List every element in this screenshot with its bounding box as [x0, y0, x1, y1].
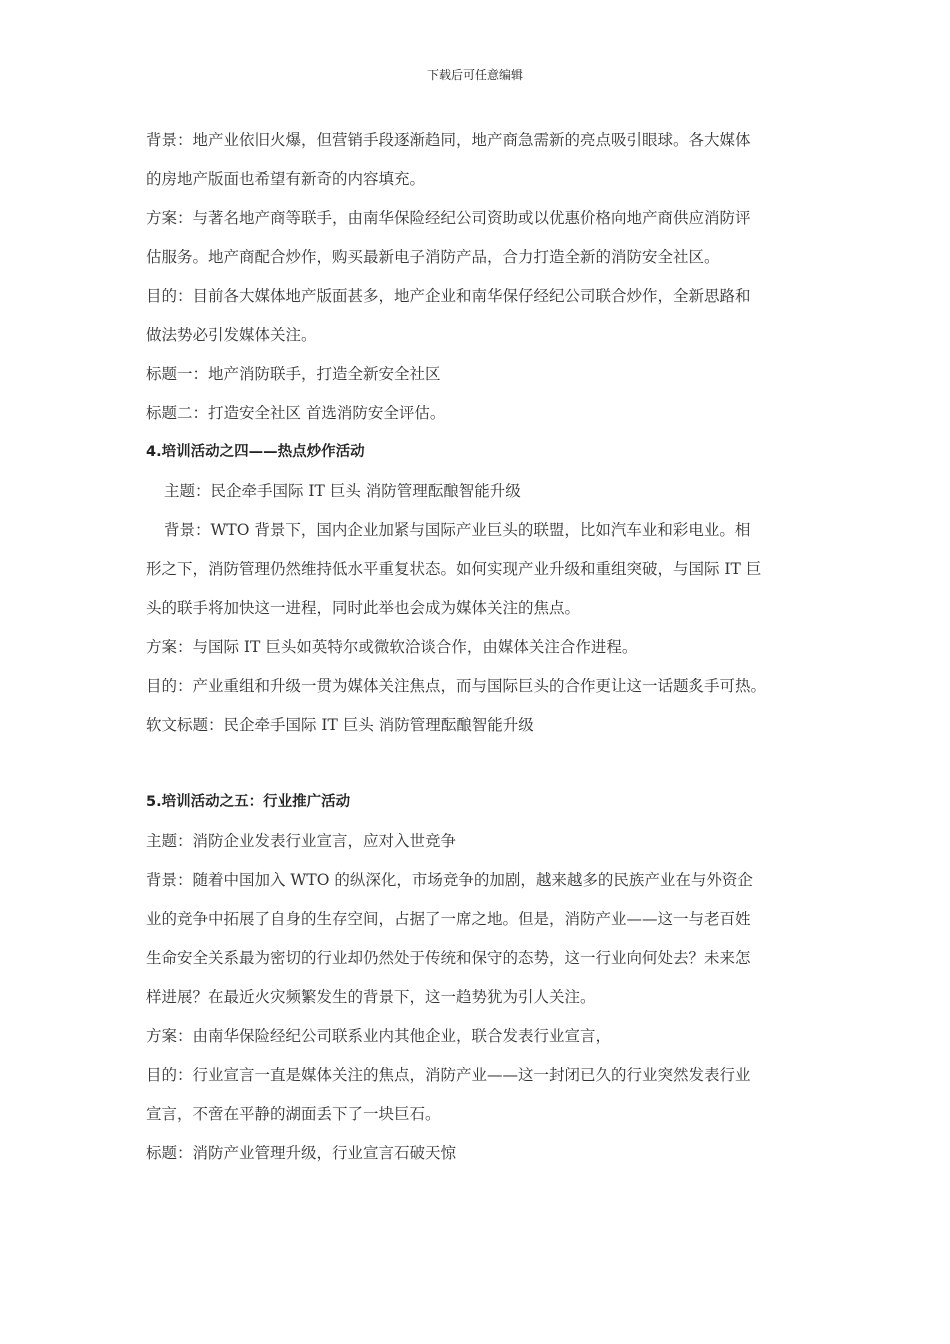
paragraph: 标题二：打造安全社区 首选消防安全评估。: [146, 404, 446, 422]
section-heading: 4.培训活动之四——热点炒作活动: [146, 444, 365, 460]
paragraph: 背景：随着中国加入 WTO 的纵深化，市场竞争的加剧，越来越多的民族产业在与外资企: [146, 871, 753, 889]
paragraph: 方案：与国际 IT 巨头如英特尔或微软洽谈合作，由媒体关注合作进程。: [146, 638, 638, 656]
paragraph: 标题：消防产业管理升级，行业宣言石破天惊: [146, 1144, 457, 1162]
paragraph: 目的：目前各大媒体地产版面甚多，地产企业和南华保仔经纪公司联合炒作，全新思路和: [146, 287, 751, 305]
paragraph: 头的联手将加快这一进程，同时此举也会成为媒体关注的焦点。: [146, 599, 581, 617]
paragraph: 目的：行业宣言一直是媒体关注的焦点，消防产业——这一封闭已久的行业突然发表行业: [146, 1066, 751, 1084]
paragraph: 方案：由南华保险经纪公司联系业内其他企业，联合发表行业宣言，: [146, 1027, 612, 1045]
paragraph: 样进展？在最近火灾频繁发生的背景下，这一趋势犹为引人关注。: [146, 988, 596, 1006]
paragraph: 估服务。地产商配合炒作，购买最新电子消防产品，合力打造全新的消防安全社区。: [146, 248, 720, 266]
paragraph: 生命安全关系最为密切的行业却仍然处于传统和保守的态势，这一行业向何处去？未来怎: [146, 949, 751, 967]
blank-line: [146, 745, 826, 783]
section-heading: 5.培训活动之五：行业推广活动: [146, 794, 351, 810]
paragraph: 软文标题：民企牵手国际 IT 巨头 消防管理酝酿智能升级: [146, 716, 534, 734]
paragraph: 主题：民企牵手国际 IT 巨头 消防管理酝酿智能升级: [164, 482, 521, 500]
paragraph: 方案：与著名地产商等联手，由南华保险经纪公司资助或以优惠价格向地产商供应消防评: [146, 209, 751, 227]
paragraph: 目的：产业重组和升级一贯为媒体关注焦点，而与国际巨头的合作更让这一话题炙手可热。: [146, 677, 767, 695]
page-header: 下载后可任意编辑: [426, 68, 523, 82]
paragraph: 背景：地产业依旧火爆，但营销手段逐渐趋同，地产商急需新的亮点吸引眼球。各大媒体: [146, 131, 751, 149]
document-body: [146, 121, 826, 1173]
paragraph: 宣言，不啻在平静的湖面丢下了一块巨石。: [146, 1105, 441, 1123]
paragraph: 做法势必引发媒体关注。: [146, 326, 317, 344]
paragraph: 形之下，消防管理仍然维持低水平重复状态。如何实现产业升级和重组突破，与国际 IT 巨: [146, 560, 762, 578]
paragraph: 标题一：地产消防联手，打造全新安全社区: [146, 365, 441, 383]
paragraph: 的房地产版面也希望有新奇的内容填充。: [146, 170, 426, 188]
paragraph: 业的竞争中拓展了自身的生存空间，占据了一席之地。但是，消防产业——这一与老百姓: [146, 910, 751, 928]
paragraph: 背景：WTO 背景下，国内企业加紧与国际产业巨头的联盟，比如汽车业和彩电业。相: [164, 521, 751, 539]
paragraph: 主题：消防企业发表行业宣言，应对入世竞争: [146, 832, 457, 850]
